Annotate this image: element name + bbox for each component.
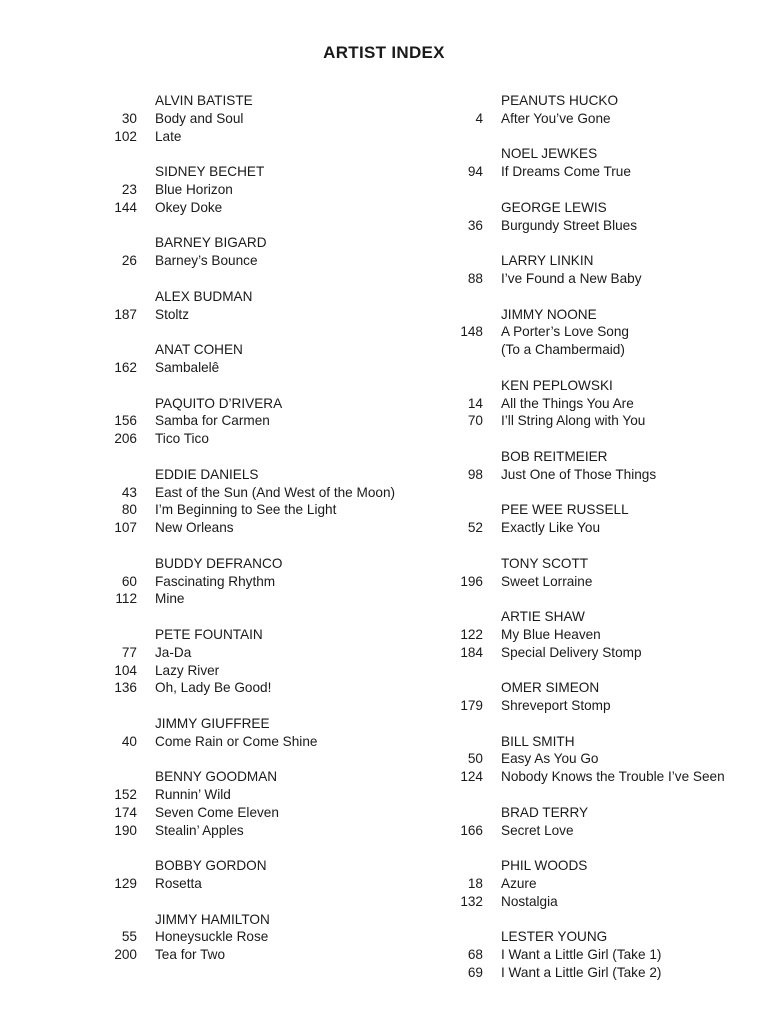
artist-name: ALEX BUDMAN [155,288,253,304]
artist-heading [446,804,746,822]
page-number: 187 [114,306,137,322]
song-title: Runnin’ Wild [155,787,231,803]
song-row [446,573,746,591]
page-number: 94 [467,164,483,180]
artist-name: ARTIE SHAW [501,609,585,625]
song-title: Samba for Carmen [155,413,270,429]
page-number: 132 [460,893,483,909]
artist-entry [446,145,746,181]
song-title: Sweet Lorraine [501,573,593,589]
page-number: 30 [121,110,137,126]
artist-entry [446,804,746,840]
song-row [100,679,440,697]
artist-entry [100,911,440,964]
artist-heading [446,501,746,519]
artist-entry [100,288,440,324]
artist-name: BILL SMITH [501,733,575,749]
artist-name: KEN PEPLOWSKI [501,377,613,393]
song-row [100,199,440,217]
artist-name: PEE WEE RUSSELL [501,502,629,518]
artist-name: SIDNEY BECHET [155,164,265,180]
page-number [446,341,483,359]
song-row [446,697,746,715]
song-row [446,946,746,964]
page-number-spacer [100,768,137,786]
artist-name: JIMMY GIUFFREE [155,715,270,731]
artist-entry [446,252,746,288]
page-number: 124 [460,769,483,785]
artist-name: BRAD TERRY [501,804,589,820]
artist-name: BUDDY DEFRANCO [155,555,283,571]
song-title: If Dreams Come True [501,164,631,180]
page-number: 179 [460,698,483,714]
song-title: Rosetta [155,876,202,892]
song-title: I’m Beginning to See the Light [155,502,337,518]
artist-name: ANAT COHEN [155,342,243,358]
page-number-spacer [446,306,483,324]
artist-name: PEANUTS HUCKO [501,93,619,108]
artist-heading [446,306,746,324]
artist-entry [100,555,440,608]
artist-entry [100,626,440,697]
page-number-spacer [100,626,137,644]
song-row [446,875,746,893]
page-number: 80 [121,502,137,518]
song-row [100,181,440,199]
artist-entry [446,501,746,537]
page-number-spacer [446,608,483,626]
song-title: Mine [155,591,185,607]
page-number: 18 [467,876,483,892]
page-number-spacer [446,733,483,751]
page-number: 69 [467,965,483,981]
page-title: ARTIST INDEX [323,43,445,62]
song-title: Okey Doke [155,199,223,215]
page-number-spacer [100,715,137,733]
song-title: East of the Sun (And West of the Moon) [155,484,396,500]
page-number-spacer [446,145,483,163]
page-number: 152 [114,787,137,803]
artist-heading [100,288,440,306]
artist-entry [446,199,746,235]
artist-heading [446,199,746,217]
song-title: Body and Soul [155,110,244,126]
artist-name: BOBBY GORDON [155,858,267,874]
song-title: Seven Come Eleven [155,804,279,820]
page-number-spacer [446,928,483,946]
page-number: 77 [121,644,137,660]
page-number: 70 [467,413,483,429]
song-title: Late [155,128,182,144]
page-number: 55 [121,929,137,945]
song-row [100,875,440,893]
song-title: A Porter’s Love Song [501,324,629,340]
page-number: 136 [114,680,137,696]
artist-name: PAQUITO D’RIVERA [155,395,283,411]
page-number-spacer [446,555,483,573]
artist-entry [100,857,440,893]
song-row [100,733,440,751]
artist-heading [100,234,440,252]
artist-heading [446,92,746,110]
page-number-spacer [446,377,483,395]
page-number: 144 [114,199,137,215]
song-title: I Want a Little Girl (Take 1) [501,947,662,963]
song-row [100,822,440,840]
song-title: Special Delivery Stomp [501,644,642,660]
artist-entry [100,92,440,145]
artist-name: TONY SCOTT [501,555,589,571]
page-number: 148 [460,324,483,340]
song-row [446,644,746,662]
artist-heading [446,555,746,573]
page-number: 190 [114,822,137,838]
artist-entry [100,234,440,270]
artist-entry [446,608,746,661]
artist-name: NOEL JEWKES [501,146,598,162]
page-number: 50 [467,751,483,767]
song-row [446,750,746,768]
artist-heading [446,252,746,270]
song-row [100,662,440,680]
page-number: 68 [467,947,483,963]
song-row [446,519,746,537]
song-row [446,163,746,181]
song-row [446,395,746,413]
song-row [446,626,746,644]
page-number-spacer [100,288,137,306]
artist-heading [446,377,746,395]
page-number: 23 [121,181,137,197]
artist-heading [100,768,440,786]
artist-entry [100,163,440,216]
song-row [446,323,746,341]
song-title: I Want a Little Girl (Take 2) [501,965,662,981]
page-number: 162 [114,359,137,375]
page-number-spacer [446,199,483,217]
page-number: 40 [121,733,137,749]
index-column-left [100,92,440,964]
artist-name: LARRY LINKIN [501,253,594,269]
song-title: Easy As You Go [501,751,599,767]
page-number: 200 [114,947,137,963]
page-number: 104 [114,662,137,678]
song-title: Shreveport Stomp [501,698,611,714]
song-title: Fascinating Rhythm [155,573,276,589]
song-row [100,519,440,537]
song-title: Burgundy Street Blues [501,217,638,233]
artist-name: GEORGE LEWIS [501,199,607,215]
song-title: Barney’s Bounce [155,253,258,269]
page-number-spacer [446,679,483,697]
song-row [100,306,440,324]
song-row [446,110,746,128]
song-title: Lazy River [155,662,220,678]
artist-heading [446,608,746,626]
song-row [446,270,746,288]
page-number-spacer [446,92,483,110]
artist-entry [446,928,746,981]
artist-entry [446,555,746,591]
song-row [446,964,746,982]
page-number-spacer [446,857,483,875]
artist-name: BARNEY BIGARD [155,235,267,251]
song-title: New Orleans [155,520,234,536]
song-title: Secret Love [501,822,574,838]
song-row [100,590,440,608]
page-number: 196 [460,573,483,589]
song-row [100,359,440,377]
song-row [100,804,440,822]
artist-heading [446,733,746,751]
artist-entry [100,395,440,448]
song-row [100,484,440,502]
page-number: 4 [475,110,483,126]
song-title: Oh, Lady Be Good! [155,680,272,696]
page-number: 98 [467,466,483,482]
page-number: 14 [467,395,483,411]
song-row [100,412,440,430]
song-title: Tico Tico [155,431,209,447]
artist-heading [100,395,440,413]
artist-name: BOB REITMEIER [501,448,608,464]
artist-heading [446,448,746,466]
artist-heading [100,715,440,733]
song-row [446,217,746,235]
song-row [100,128,440,146]
page-number-spacer [446,252,483,270]
artist-name: BENNY GOODMAN [155,769,278,785]
song-title: Stealin’ Apples [155,822,244,838]
song-row [446,466,746,484]
song-row [100,573,440,591]
artist-heading [100,466,440,484]
song-row [446,341,746,359]
song-title: After You’ve Gone [501,110,611,126]
page-number: 174 [114,804,137,820]
artist-heading [100,857,440,875]
page-number: 184 [460,644,483,660]
artist-name: JIMMY HAMILTON [155,911,270,927]
song-title: My Blue Heaven [501,626,601,642]
artist-entry [446,92,746,128]
song-row [100,110,440,128]
page-number-spacer [100,341,137,359]
song-row [100,786,440,804]
artist-entry [100,466,440,537]
artist-name: EDDIE DANIELS [155,466,259,482]
page-number-spacer [100,466,137,484]
page-number: 52 [467,520,483,536]
page-number-spacer [446,501,483,519]
page-number: 60 [121,573,137,589]
artist-heading [446,679,746,697]
page-number-spacer [100,395,137,413]
song-row [100,946,440,964]
song-title: Exactly Like You [501,520,600,536]
page-number: 112 [115,591,137,607]
page-number: 156 [114,413,137,429]
song-title: I’ll String Along with You [501,413,646,429]
artist-heading [100,92,440,110]
artist-entry [446,679,746,715]
artist-heading [100,626,440,644]
song-row [100,928,440,946]
song-title: Honeysuckle Rose [155,929,269,945]
song-row [446,768,746,786]
artist-heading [100,163,440,181]
page-number: 102 [114,128,137,144]
page-number: 88 [467,270,483,286]
song-title: Nobody Knows the Trouble I’ve Seen [501,769,725,785]
artist-name: OMER SIMEON [501,680,600,696]
artist-entry [446,377,746,430]
artist-heading [446,928,746,946]
page-number-spacer [100,234,137,252]
song-title: Just One of Those Things [501,466,657,482]
page-number-spacer [446,804,483,822]
artist-heading [100,341,440,359]
page-number-spacer [100,857,137,875]
page-number: 166 [460,822,483,838]
song-title: Azure [501,876,537,892]
artist-entry [100,341,440,377]
artist-entry [446,306,746,359]
song-title: Nostalgia [501,893,558,909]
artist-entry [446,448,746,484]
artist-name: LESTER YOUNG [501,929,608,945]
song-title: (To a Chambermaid) [501,342,625,358]
artist-entry [100,768,440,839]
song-title: Blue Horizon [155,181,233,197]
song-row [446,893,746,911]
song-title: Come Rain or Come Shine [155,733,318,749]
song-title: I’ve Found a New Baby [501,270,642,286]
artist-name: PHIL WOODS [501,858,588,874]
index-column-right [446,92,746,982]
artist-entry [446,857,746,910]
song-row [446,822,746,840]
song-title: All the Things You Are [501,395,634,411]
song-title: Sambalelê [155,359,220,375]
song-title: Tea for Two [155,947,226,963]
artist-name: ALVIN BATISTE [155,93,253,108]
artist-entry [100,715,440,751]
song-title: Stoltz [155,306,189,322]
page-number-spacer [100,92,137,110]
page-number: 129 [114,876,137,892]
page-number: 36 [467,217,483,233]
page-number: 26 [121,253,137,269]
song-row [100,501,440,519]
page-number-spacer [100,555,137,573]
artist-name: PETE FOUNTAIN [155,626,263,642]
artist-heading [100,911,440,929]
artist-entry [446,733,746,786]
page-number-spacer [100,163,137,181]
song-row [100,644,440,662]
page-number: 122 [460,626,483,642]
artist-name: JIMMY NOONE [501,306,597,322]
page-number-spacer [100,911,137,929]
song-row [446,412,746,430]
page-number: 107 [114,520,137,536]
page-number: 206 [114,431,137,447]
artist-heading [446,145,746,163]
page-number: 43 [121,484,137,500]
song-row [100,252,440,270]
song-row [100,430,440,448]
artist-heading [446,857,746,875]
page-number-spacer [446,448,483,466]
artist-heading [100,555,440,573]
song-title: Ja-Da [155,644,192,660]
